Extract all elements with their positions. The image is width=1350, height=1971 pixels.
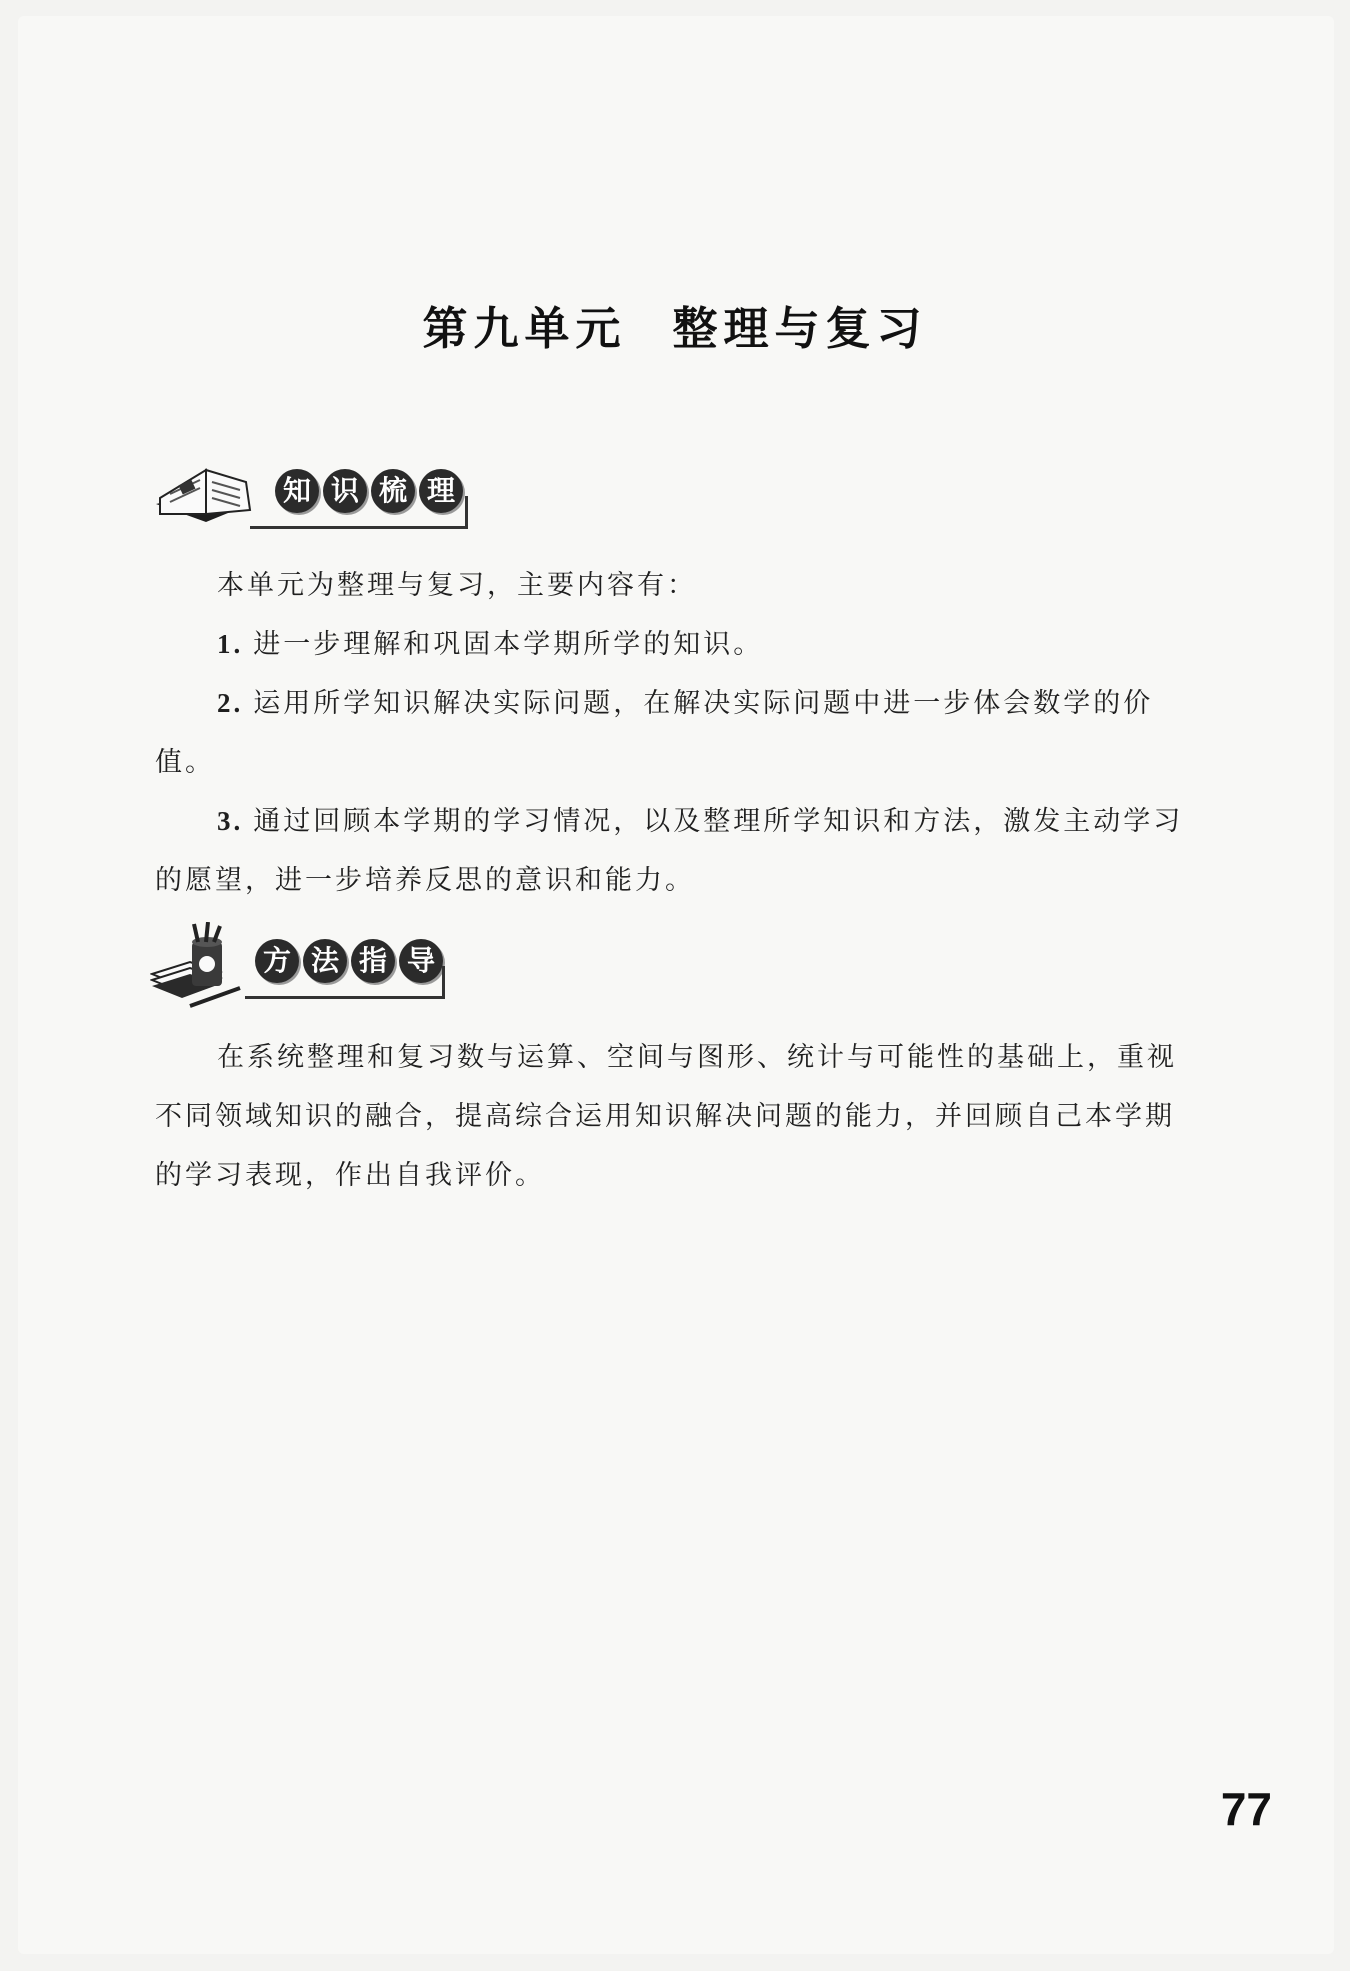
heading-char: 知 bbox=[275, 469, 319, 513]
heading-char: 指 bbox=[351, 939, 395, 983]
chapter-title bbox=[0, 292, 1350, 357]
page-number: 77 bbox=[1220, 1783, 1272, 1835]
item-text: 通过回顾本学期的学习情况，以及整理所学知识和方法，激发主动学习的愿望，进一步培养反思的意识和能力。 bbox=[155, 806, 1184, 896]
chapter-unit: 第九单元 bbox=[422, 302, 627, 355]
list-item bbox=[155, 792, 1185, 910]
heading-char: 理 bbox=[419, 469, 463, 513]
section-heading-knowledge bbox=[150, 452, 480, 542]
heading-char: 方 bbox=[255, 939, 299, 983]
heading-char: 法 bbox=[303, 939, 347, 983]
heading-bracket bbox=[465, 496, 468, 529]
heading-underline bbox=[250, 526, 468, 529]
item-number: 2. bbox=[217, 688, 244, 718]
method-text: 在系统整理和复习数与运算、空间与图形、统计与可能性的基础上，重视不同领域知识的融合，提高综合运用知识解决问题的能力，并回顾自己本学期的学习表现，作出自我评价。 bbox=[155, 1042, 1177, 1191]
heading-char: 梳 bbox=[371, 469, 415, 513]
list-item bbox=[155, 615, 1185, 674]
item-number: 1. bbox=[217, 629, 244, 659]
heading-underline bbox=[245, 996, 445, 999]
section-heading-method bbox=[150, 922, 450, 1012]
heading-char: 识 bbox=[323, 469, 367, 513]
open-book-icon bbox=[150, 452, 260, 542]
pencil-cup-icon bbox=[150, 922, 260, 1012]
item-text: 运用所学知识解决实际问题，在解决实际问题中进一步体会数学的价值。 bbox=[155, 688, 1154, 778]
item-number: 3. bbox=[217, 806, 244, 836]
list-item bbox=[155, 674, 1185, 792]
chapter-name: 整理与复习 bbox=[672, 302, 928, 355]
intro-text: 本单元为整理与复习，主要内容有： bbox=[217, 570, 697, 601]
heading-bracket bbox=[442, 966, 445, 999]
item-text: 进一步理解和巩固本学期所学的知识。 bbox=[253, 629, 764, 660]
heading-char: 导 bbox=[399, 939, 443, 983]
